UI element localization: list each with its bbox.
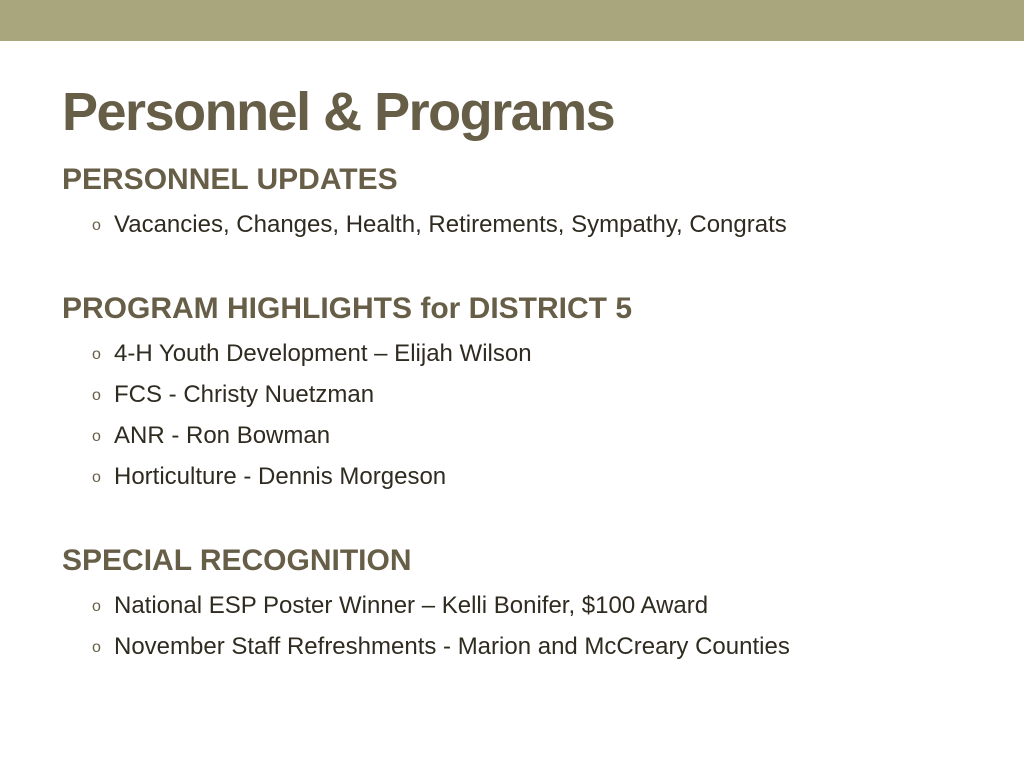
list-item xyxy=(62,374,1002,415)
bullet-list xyxy=(62,333,1002,497)
circle-bullet-icon: o xyxy=(92,387,101,404)
list-item-text: Horticulture - Dennis Morgeson xyxy=(114,463,447,490)
section-program-highlights xyxy=(62,289,1002,497)
circle-bullet-icon: o xyxy=(92,428,101,445)
list-item xyxy=(62,333,1002,374)
bullet-list xyxy=(62,585,1002,667)
list-item xyxy=(62,626,1002,667)
list-item-text: National ESP Poster Winner – Kelli Bonifer, $100 Award xyxy=(114,592,709,619)
slide-body xyxy=(62,160,1002,689)
circle-bullet-icon: o xyxy=(92,598,101,615)
section-heading: PROGRAM HIGHLIGHTS for DISTRICT 5 xyxy=(62,292,632,325)
list-item-text: Vacancies, Changes, Health, Retirements, Sympathy, Congrats xyxy=(114,211,787,238)
list-item-text: November Staff Refreshments - Marion and McCreary Counties xyxy=(114,633,790,660)
list-item xyxy=(62,415,1002,456)
section-special-recognition xyxy=(62,541,1002,667)
circle-bullet-icon: o xyxy=(92,639,101,656)
section-heading: PERSONNEL UPDATES xyxy=(62,163,398,196)
bullet-list xyxy=(62,204,1002,245)
list-item xyxy=(62,585,1002,626)
section-heading: SPECIAL RECOGNITION xyxy=(62,544,412,577)
circle-bullet-icon: o xyxy=(92,346,101,363)
circle-bullet-icon: o xyxy=(92,217,101,234)
top-accent-bar xyxy=(0,0,1024,41)
slide-title: Personnel & Programs xyxy=(62,82,615,142)
list-item-text: FCS - Christy Nuetzman xyxy=(114,381,375,408)
list-item xyxy=(62,204,1002,245)
section-personnel-updates xyxy=(62,160,1002,245)
circle-bullet-icon: o xyxy=(92,469,101,486)
list-item-text: 4-H Youth Development – Elijah Wilson xyxy=(114,340,532,367)
list-item-text: ANR - Ron Bowman xyxy=(114,422,331,449)
list-item xyxy=(62,456,1002,497)
